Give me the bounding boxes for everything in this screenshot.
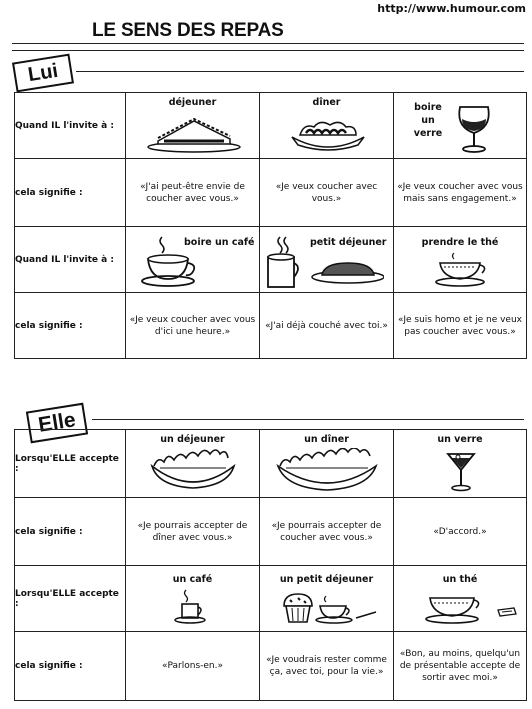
row-label: Lorsqu'ELLE accepte : — [15, 566, 126, 632]
lui-row-means-1 — [15, 159, 527, 227]
tea-cup-icon — [434, 251, 490, 289]
elle-row-accept-2 — [15, 566, 527, 632]
cell-prendre-le-the — [394, 227, 527, 293]
title-rule-1 — [12, 43, 524, 44]
meaning-text: «J'ai peut-être envie de coucher avec vous.» — [126, 159, 260, 227]
cell-un-cafe — [126, 566, 260, 632]
cell-un-verre — [394, 430, 527, 498]
sandwich-icon — [144, 111, 244, 155]
elle-row-means-2 — [15, 632, 527, 701]
meaning-text: «Bon, au moins, quelqu'un de présentable accepte de sortir avec moi.» — [394, 632, 527, 701]
cell-petit-dejeuner — [260, 227, 394, 293]
cognac-glass-icon — [454, 103, 494, 155]
cell-un-dejeuner — [126, 430, 260, 498]
cell-boire-un-cafe — [126, 227, 260, 293]
elle-rule — [92, 419, 524, 420]
row-label: Lorsqu'ELLE accepte : — [15, 430, 126, 498]
meaning-text: «Je pourrais accepter de coucher avec vous.» — [260, 498, 394, 566]
cell-boire-un-verre — [394, 93, 527, 159]
cocktail-glass-icon — [444, 448, 478, 494]
meaning-text: «Je voudrais rester comme ça, avec toi, pour la vie.» — [260, 632, 394, 701]
meaning-text: «Je veux coucher avec vous mais sans engagement.» — [394, 159, 527, 227]
row-label: Quand IL l'invite à : — [15, 93, 126, 159]
title-rule-2 — [12, 50, 524, 51]
item-label: dîner — [312, 97, 341, 108]
lui-row-invite-1 — [15, 93, 527, 159]
cell-un-petit-dejeuner — [260, 566, 394, 632]
row-label: cela signifie : — [15, 632, 126, 701]
muffin-and-cup-icon — [278, 588, 378, 628]
lui-tag: Lui — [12, 54, 74, 93]
row-label: cela signifie : — [15, 293, 126, 359]
elle-tag: Elle — [26, 403, 88, 444]
item-label: un café — [172, 574, 213, 585]
cell-un-the — [394, 566, 527, 632]
item-label: un déjeuner — [160, 434, 225, 445]
item-label: un thé — [442, 574, 478, 585]
row-label: cela signifie : — [15, 498, 126, 566]
item-label: un verre — [437, 434, 483, 445]
page-title: LE SENS DES REPAS — [92, 20, 284, 41]
item-label: un dîner — [304, 434, 349, 445]
meaning-text: «Je veux coucher avec vous d'ici une heure.» — [126, 293, 260, 359]
item-label: petit déjeuner — [310, 237, 387, 248]
lui-row-invite-2 — [15, 227, 527, 293]
lui-table — [14, 92, 527, 359]
meaning-text: «Je veux coucher avec vous.» — [260, 159, 394, 227]
salad-bowl-icon — [148, 448, 238, 494]
item-label: déjeuner — [168, 97, 217, 108]
breakfast-icon — [264, 233, 384, 289]
elle-row-accept-1 — [15, 430, 527, 498]
tea-cup-icon — [424, 588, 520, 628]
meaning-text: «Je suis homo et je ne veux pas coucher avec vous.» — [394, 293, 527, 359]
coffee-cup-icon — [140, 233, 204, 289]
salad-bowl-icon — [274, 448, 380, 494]
site-url[interactable]: http://www.humour.com — [377, 2, 526, 15]
item-label: un petit déjeuner — [279, 574, 374, 585]
lui-row-means-2 — [15, 293, 527, 359]
row-label: cela signifie : — [15, 159, 126, 227]
cell-diner — [260, 93, 394, 159]
cell-dejeuner — [126, 93, 260, 159]
meaning-text: «Je pourrais accepter de dîner avec vous.» — [126, 498, 260, 566]
coffee-cup-icon — [172, 588, 212, 628]
elle-table — [14, 429, 527, 701]
lui-rule — [76, 71, 524, 72]
meaning-text: «D'accord.» — [394, 498, 527, 566]
cell-un-diner — [260, 430, 394, 498]
meaning-text: «J'ai déjà couché avec toi.» — [260, 293, 394, 359]
meaning-text: «Parlons-en.» — [126, 632, 260, 701]
row-label: Quand IL l'invite à : — [15, 227, 126, 293]
elle-row-means-1 — [15, 498, 527, 566]
item-label: boire un verre — [413, 102, 443, 139]
item-label: boire un café — [184, 237, 255, 248]
dinner-plate-icon — [288, 111, 368, 155]
item-label: prendre le thé — [421, 237, 499, 248]
